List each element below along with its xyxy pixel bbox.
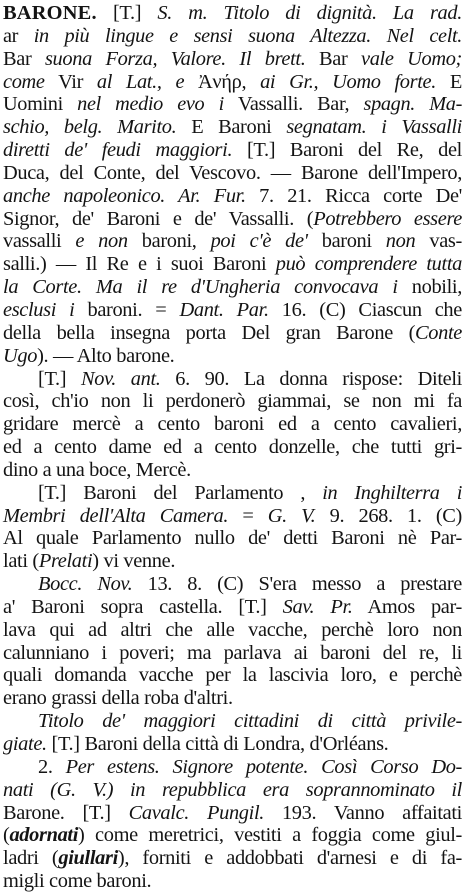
entry-text-line	[0, 208, 471, 231]
text-segment: ladri (	[3, 847, 59, 870]
entry-text-line	[0, 527, 471, 550]
italic-segment: suona Forza, Valore. Il brett.	[44, 47, 306, 70]
entry-text-line	[0, 436, 471, 459]
text-segment: [T.] Baroni del Parlamento ,	[38, 481, 323, 504]
text-segment: Vir	[44, 70, 97, 93]
text-segment: Barone. [T.]	[3, 801, 129, 824]
text-segment: dino a una boce, Mercè.	[3, 458, 191, 481]
text-segment: 7. 21. Ricca corte De'	[245, 184, 462, 207]
italic-segment: diretti de' feudi maggiori.	[3, 139, 233, 162]
text-segment: 13. 8. (C) S'era messo a prestare	[132, 573, 462, 596]
italic-segment: anche napoleonico. Ar. Fur.	[3, 184, 246, 207]
text-segment: Duca, del Conte, del Vescovo. — Barone dell'Impero,	[3, 161, 462, 184]
text-segment: baroni. =	[74, 298, 180, 321]
entry-text-line	[0, 276, 471, 299]
entry-text-line	[0, 230, 471, 253]
text-segment: gridare mercè a cento baroni ed a cento cavalieri,	[3, 413, 462, 436]
entry-text-line	[0, 368, 471, 391]
italic-segment: e non	[75, 230, 128, 253]
italic-segment: al Lat., e	[96, 70, 185, 93]
entry-text-line	[0, 779, 471, 802]
entry-text-line	[0, 596, 471, 619]
entry-text-line	[0, 733, 471, 756]
text-segment: baroni	[307, 230, 386, 253]
text-segment: a' Baroni sopra castella. [T.]	[3, 595, 283, 618]
text-segment: quali domanda vacche per la lascivia loro, e perchè	[3, 664, 462, 687]
entry-headword: BARONE.	[3, 2, 97, 24]
italic-segment: giate.	[3, 733, 47, 755]
text-segment: lava qui ad altri che alle vacche, perchè loro non	[3, 618, 462, 641]
entry-headline	[0, 2, 471, 25]
entry-text-line	[0, 756, 471, 779]
entry-text-line	[0, 687, 471, 710]
text-segment: Vassalli. Bar,	[223, 93, 364, 116]
text-segment: Bar	[305, 47, 361, 70]
italic-segment: in più lingue e sensi suona Altezza. Nel celt.	[33, 24, 462, 47]
text-segment: Uomini	[3, 93, 78, 116]
text-segment: [T.] Baroni della città di Londra, d'Orléans.	[46, 733, 389, 755]
entry-text-line	[0, 482, 471, 505]
italic-segment: Prelati	[38, 550, 93, 573]
italic-segment: G. V.	[267, 504, 316, 527]
entry-text-line	[0, 345, 471, 368]
italic-segment: Potrebbero essere	[313, 207, 462, 230]
entry-text-line	[0, 802, 471, 825]
entry-text-line	[0, 185, 471, 208]
italic-segment: Sav. Pr.	[282, 595, 353, 618]
entry-text-line	[0, 116, 471, 139]
entry-text-line	[0, 573, 471, 596]
text-segment: della bella insegna porta Del gran Barone (	[3, 321, 416, 344]
text-segment: Signor, de' Baroni e de' Vassalli. (	[3, 207, 314, 230]
italic-segment: può comprendere tutta	[275, 253, 462, 276]
text-segment: (	[3, 824, 10, 847]
italic-segment: esclusi i	[3, 298, 75, 321]
italic-segment: Cavalc. Pungil.	[128, 801, 265, 824]
text-segment: vassalli	[3, 230, 76, 253]
text-segment: migli come baroni.	[3, 870, 152, 893]
italic-segment: ai Gr., Uomo forte.	[260, 70, 437, 93]
italic-segment: schio, belg. Marito.	[3, 116, 177, 139]
entry-text-line	[0, 48, 471, 71]
italic-segment: Bocc. Nov.	[38, 573, 133, 596]
italic-segment: in Inghilterra i	[322, 481, 462, 504]
entry-text-line	[0, 459, 471, 482]
entry-text-line	[0, 93, 471, 116]
entry-text-line	[0, 322, 471, 345]
italic-segment: nati (G. V.) in repubblica era soprannominato il	[3, 778, 462, 801]
bold-italic-gloss: giullari	[58, 847, 118, 870]
text-segment: baroni,	[127, 230, 211, 253]
italic-segment: S. m. Titolo di dignità. La rad.	[157, 2, 462, 24]
italic-segment: Per estens. Signore potente. Così Corso Do-	[65, 755, 462, 778]
entry-text-line	[0, 824, 471, 847]
text-segment: ) come meretrici, vestiti a foggia come giul-	[78, 824, 462, 847]
text-segment: =	[228, 504, 268, 527]
text-segment: nobili,	[397, 276, 462, 299]
italic-segment: Titolo de' maggiori cittadini di città privile-	[38, 710, 462, 733]
entry-text-line	[0, 847, 471, 870]
entry-text-line	[0, 619, 471, 642]
text-segment: Bar	[3, 47, 45, 70]
bold-italic-gloss: adornati	[9, 824, 79, 847]
text-segment: 193. Vanno affaitati	[264, 801, 462, 824]
text-segment: ar	[3, 24, 34, 47]
text-segment: così, ch'io non li perdonerò giammai, se non mi fa	[3, 390, 462, 413]
text-segment: 9. 268. 1. (C)	[315, 504, 462, 527]
entry-text-line	[0, 642, 471, 665]
text-segment: [T.]	[38, 367, 81, 390]
entry-text-line	[0, 664, 471, 687]
text-segment: salli.) — Il Re e i suoi Baroni	[3, 253, 276, 276]
entry-text-line	[0, 299, 471, 322]
text-segment: [T.] Baroni del Re, del	[232, 139, 462, 162]
text-segment: Amos par-	[352, 595, 462, 618]
text-segment: E Baroni	[176, 116, 287, 139]
text-segment: Ἀνήρ,	[184, 70, 261, 93]
entry-text-line	[0, 550, 471, 573]
italic-segment: come	[3, 70, 45, 93]
text-segment: 2.	[38, 755, 66, 778]
text-segment: vas-	[415, 230, 462, 253]
dictionary-entry-barone	[0, 2, 471, 893]
italic-segment: Ugo	[3, 344, 38, 367]
italic-segment: segnatam. i Vassalli	[286, 116, 462, 139]
entry-text-line	[0, 870, 471, 893]
italic-segment: vale Uomo;	[361, 47, 462, 70]
text-segment: ), forniti e addobbati d'arnesi e di fa-	[117, 847, 462, 870]
text-segment: calunniano i poveri; ma parlava ai baroni del re, li	[3, 641, 462, 664]
italic-segment: la Corte. Ma il re d'Ungheria convocava i	[3, 276, 398, 299]
text-segment: lati (	[3, 550, 39, 573]
italic-segment: Dant. Par.	[179, 298, 269, 321]
entry-text-line	[0, 253, 471, 276]
italic-segment: spagn. Ma-	[363, 93, 462, 116]
entry-text-line	[0, 139, 471, 162]
text-segment: Al quale Parlamento nullo de' detti Baroni nè Par-	[3, 527, 462, 550]
italic-segment: Conte	[415, 321, 462, 344]
italic-segment: Nov. ant.	[80, 367, 161, 390]
entry-text-line	[0, 25, 471, 48]
text-segment: [T.]	[96, 2, 158, 24]
text-segment: erano grassi della roba d'altri.	[3, 687, 233, 710]
entry-text-line	[0, 710, 471, 733]
entry-text-line	[0, 413, 471, 436]
italic-segment: non	[385, 230, 416, 253]
italic-segment: Membri dell'Alta Camera.	[3, 504, 229, 527]
italic-segment: poi c'è de'	[210, 230, 308, 253]
italic-segment: nel medio evo i	[77, 93, 224, 116]
entry-text-line	[0, 71, 471, 94]
text-segment: 6. 90. La donna rispose: Diteli	[160, 367, 462, 390]
text-segment: 16. (C) Ciascun che	[268, 298, 462, 321]
text-segment: E	[436, 70, 462, 93]
entry-text-line	[0, 505, 471, 528]
text-segment: ed a cento dame ed a cento donzelle, che tutti gri-	[3, 436, 462, 459]
text-segment: ). — Alto barone.	[37, 344, 175, 367]
text-segment: ) vi venne.	[92, 550, 176, 573]
entry-text-line	[0, 390, 471, 413]
entry-text-line	[0, 162, 471, 185]
